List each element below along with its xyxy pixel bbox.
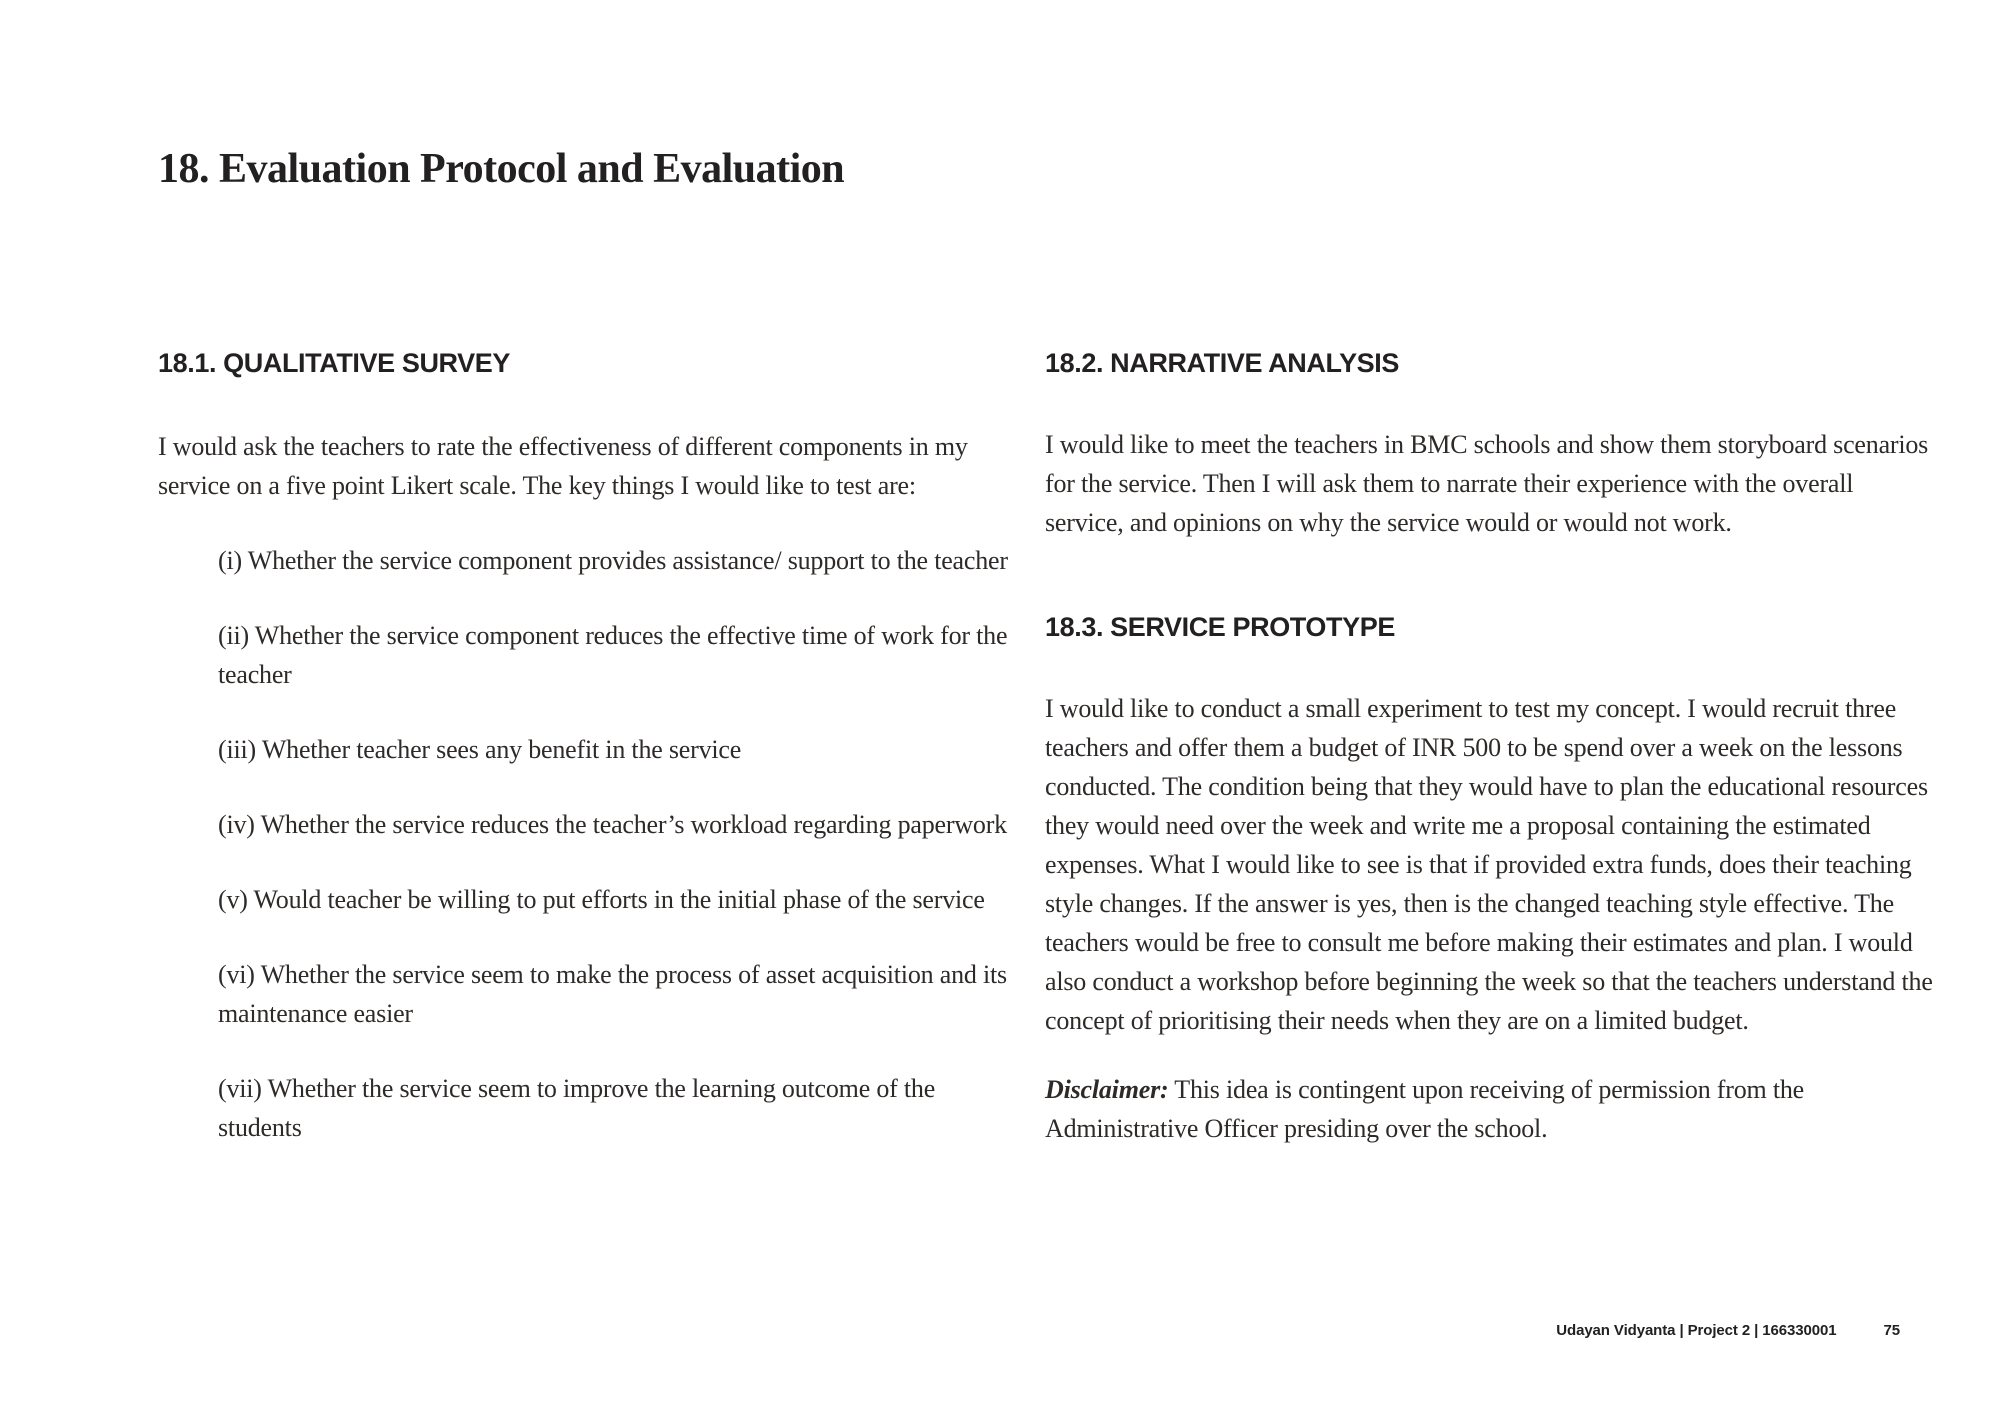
service-prototype-body: I would like to conduct a small experiment to test my concept. I would recruit three teachers and offer them a budget of INR 500 to be spend over a week on the lessons conducted. The condition being that they would have to plan the educational resources they would need over the week and write me a proposal containing the estimated expenses. What I would like to see is that if provided extra funds, does their teaching style changes. If the answer is yes, then is the changed teaching style effective. The teachers would be free to consult me before making their estimates and plan. I would also conduct a workshop before beginning the week so that the teachers understand the concept of prioritising their needs when they are on a limited budget.	[1045, 694, 1933, 1035]
survey-item-7: (vii) Whether the service seem to improve the learning outcome of the students	[218, 1074, 936, 1142]
section-heading-service-prototype: 18.3. SERVICE PROTOTYPE	[1045, 612, 1395, 642]
left-column	[158, 347, 1013, 1147]
survey-item-4: (iv) Whether the service reduces the teacher’s workload regarding paperwork	[218, 810, 1007, 839]
survey-item-6: (vi) Whether the service seem to make the process of asset acquisition and its maintenance easier	[218, 960, 1007, 1028]
survey-item-1: (i) Whether the service component provides assistance/ support to the teacher	[218, 546, 1008, 575]
survey-item-2: (ii) Whether the service component reduces the effective time of work for the teacher	[218, 621, 1008, 689]
survey-item-3: (iii) Whether teacher sees any benefit in the service	[218, 735, 742, 764]
section-heading-narrative-analysis: 18.2. NARRATIVE ANALYSIS	[1045, 348, 1399, 378]
qualitative-survey-intro: I would ask the teachers to rate the effectiveness of different components in my service on a five point Likert scale. The key things I would like to test are:	[158, 432, 968, 500]
disclaimer-paragraph	[1045, 1070, 1935, 1148]
page-footer	[1556, 1322, 1900, 1339]
disclaimer-text: This idea is contingent upon receiving of permission from the Administrative Officer presiding over the school.	[1045, 1075, 1805, 1143]
survey-test-items-list	[158, 541, 1013, 1147]
section-heading-qualitative-survey: 18.1. QUALITATIVE SURVEY	[158, 348, 510, 378]
page-title: 18. Evaluation Protocol and Evaluation	[158, 146, 845, 192]
survey-item-5: (v) Would teacher be willing to put efforts in the initial phase of the service	[218, 885, 985, 914]
narrative-analysis-body: I would like to meet the teachers in BMC schools and show them storyboard scenarios for the service. Then I will ask them to narrate their experience with the overall service, and opinions on why the service would or would not work.	[1045, 430, 1929, 537]
footer-page-number: 75	[1883, 1322, 1900, 1339]
footer-credit: Udayan Vidyanta | Project 2 | 166330001	[1556, 1322, 1837, 1339]
right-column	[1045, 347, 1935, 1148]
disclaimer-label: Disclaimer:	[1045, 1075, 1169, 1104]
